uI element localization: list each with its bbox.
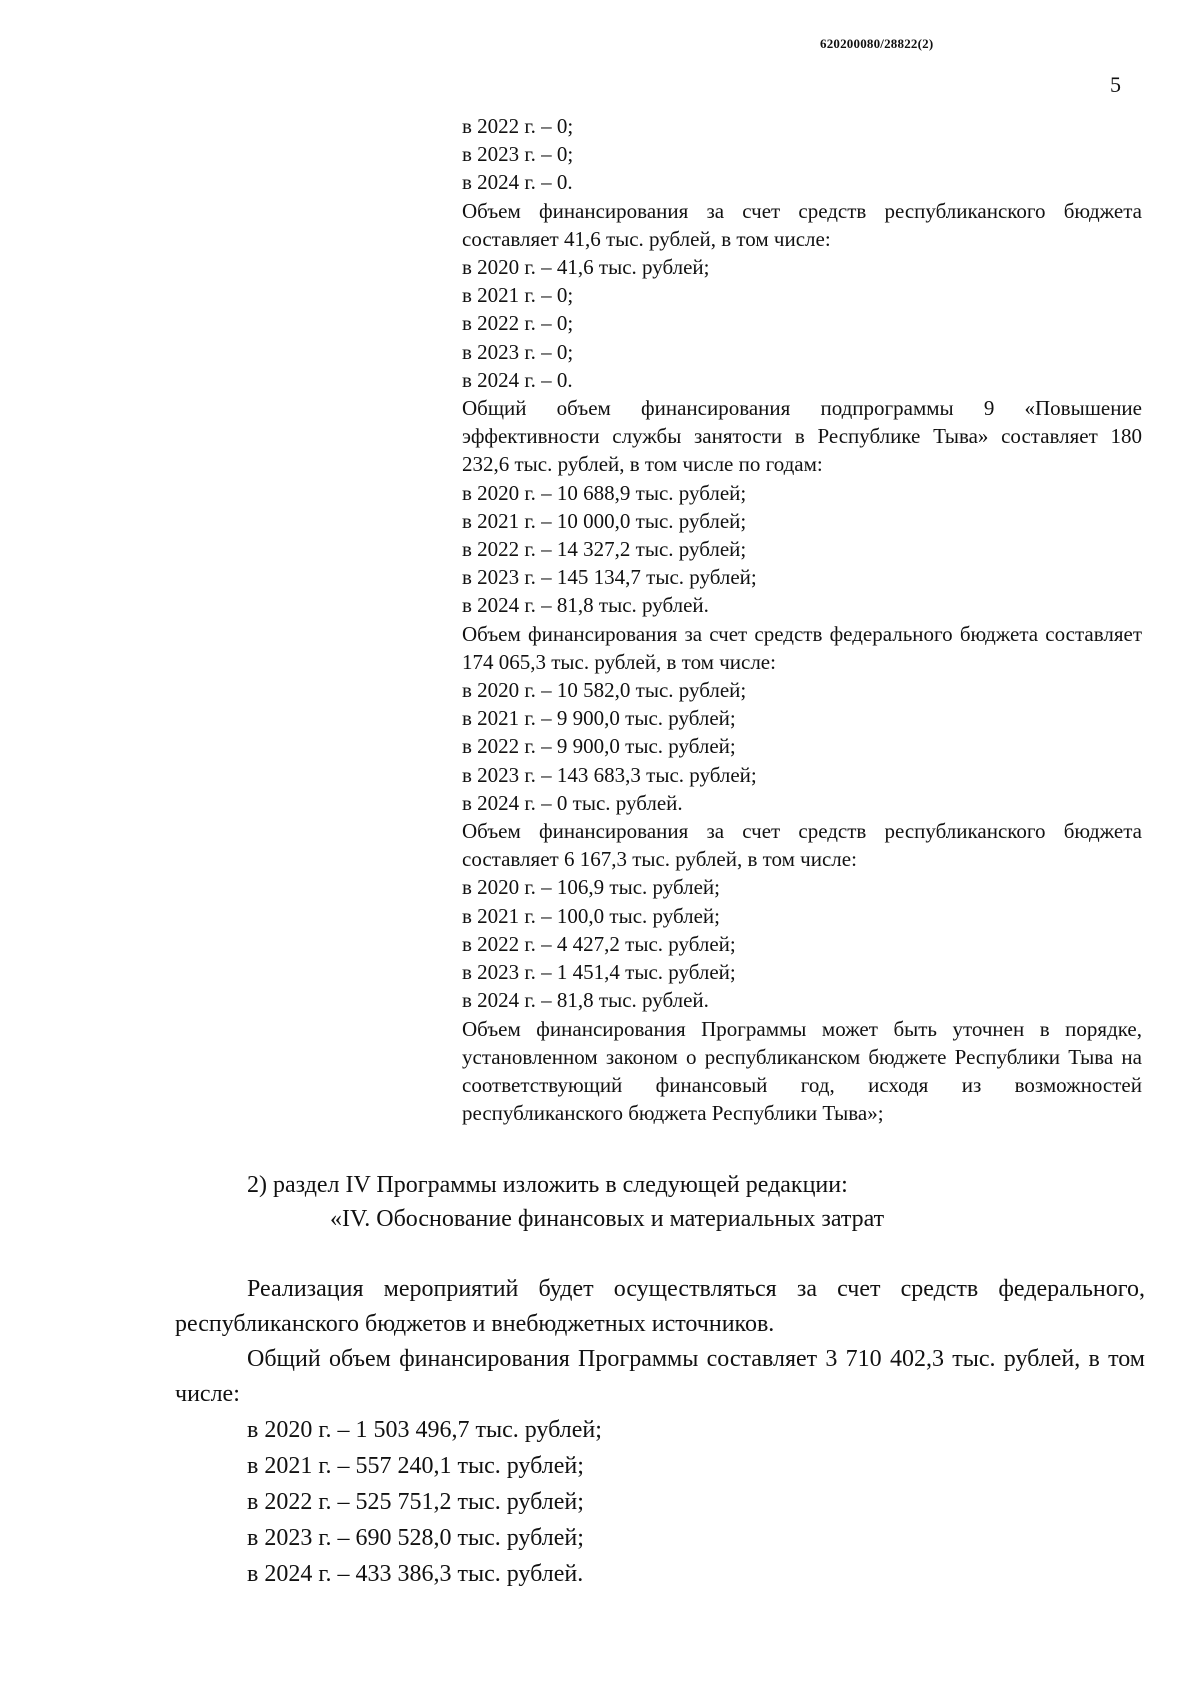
clarification-paragraph: Объем финансирования Программы может быть уточнен в порядке, установленном законом о республиканском бюджете Республики Тыва на соответствующий финансовый год, исходя из возможностей республиканского бюджета Республики Тыва»; xyxy=(462,1016,1142,1126)
federal-budget-paragraph: Объем финансирования за счет средств федерального бюджета составляет 174 065,3 тыс. рублей, в том числе: xyxy=(462,621,1142,674)
year-line: в 2020 г. – 10 688,9 тыс. рублей; xyxy=(462,480,747,505)
year-line: в 2024 г. – 0. xyxy=(462,170,573,195)
year-line: в 2023 г. – 690 528,0 тыс. рублей; xyxy=(247,1525,584,1551)
year-line: в 2024 г. – 433 386,3 тыс. рублей. xyxy=(247,1561,584,1587)
total-funding-paragraph: Общий объем финансирования Программы составляет 3 710 402,3 тыс. рублей, в том числе: xyxy=(175,1346,1145,1407)
year-line: в 2023 г. – 1 451,4 тыс. рублей; xyxy=(462,960,736,985)
year-line: в 2022 г. – 0; xyxy=(462,114,574,138)
year-line: в 2020 г. – 41,6 тыс. рублей; xyxy=(462,255,710,280)
year-line: в 2023 г. – 145 134,7 тыс. рублей; xyxy=(462,565,757,590)
page-number: 5 xyxy=(1110,72,1121,97)
year-line: в 2021 г. – 557 240,1 тыс. рублей; xyxy=(247,1453,584,1479)
section-title: «IV. Обоснование финансовых и материальных затрат xyxy=(330,1206,885,1232)
year-line: в 2022 г. – 14 327,2 тыс. рублей; xyxy=(462,537,747,562)
year-line: в 2022 г. – 4 427,2 тыс. рублей; xyxy=(462,931,736,956)
republican-budget-paragraph: Объем финансирования за счет средств республиканского бюджета составляет 6 167,3 тыс. рублей, в том числе: xyxy=(462,819,1142,872)
year-line: в 2020 г. – 10 582,0 тыс. рублей; xyxy=(462,678,747,703)
amendment-item-heading: 2) раздел IV Программы изложить в следующей редакции: xyxy=(247,1172,848,1198)
year-line: в 2021 г. – 0; xyxy=(462,283,574,308)
year-line: в 2021 г. – 10 000,0 тыс. рублей; xyxy=(462,508,747,533)
year-line: в 2020 г. – 106,9 тыс. рублей; xyxy=(462,875,720,900)
document-id: 620200080/28822(2) xyxy=(820,36,934,51)
year-line: в 2022 г. – 525 751,2 тыс. рублей; xyxy=(247,1489,584,1515)
year-line: в 2023 г. – 0; xyxy=(462,339,574,364)
subprogram-9-paragraph: Общий объем финансирования подпрограммы 9 «Повышение эффективности службы занятости в Республике Тыва» составляет 180 232,6 тыс. рублей, в том числе по годам: xyxy=(462,396,1142,477)
year-line: в 2021 г. – 100,0 тыс. рублей; xyxy=(462,903,720,928)
year-line: в 2022 г. – 0; xyxy=(462,311,574,336)
year-line: в 2024 г. – 81,8 тыс. рублей. xyxy=(462,988,709,1013)
year-line: в 2020 г. – 1 503 496,7 тыс. рублей; xyxy=(247,1417,602,1443)
republican-budget-paragraph: Объем финансирования за счет средств республиканского бюджета составляет 41,6 тыс. рублей, в том числе: xyxy=(462,198,1142,251)
implementation-paragraph: Реализация мероприятий будет осуществляться за счет средств федерального, республиканского бюджетов и внебюджетных источников. xyxy=(175,1276,1145,1337)
year-line: в 2022 г. – 9 900,0 тыс. рублей; xyxy=(462,734,736,759)
year-line: в 2021 г. – 9 900,0 тыс. рублей; xyxy=(462,706,736,731)
year-line: в 2024 г. – 0. xyxy=(462,367,573,392)
total-funding-years-list xyxy=(247,1412,1047,1592)
year-line: в 2024 г. – 0 тыс. рублей. xyxy=(462,790,683,815)
year-line: в 2023 г. – 0; xyxy=(462,142,574,167)
year-line: в 2023 г. – 143 683,3 тыс. рублей; xyxy=(462,762,757,787)
passport-funding-column xyxy=(462,112,1142,1127)
year-line: в 2024 г. – 81,8 тыс. рублей. xyxy=(462,593,709,618)
